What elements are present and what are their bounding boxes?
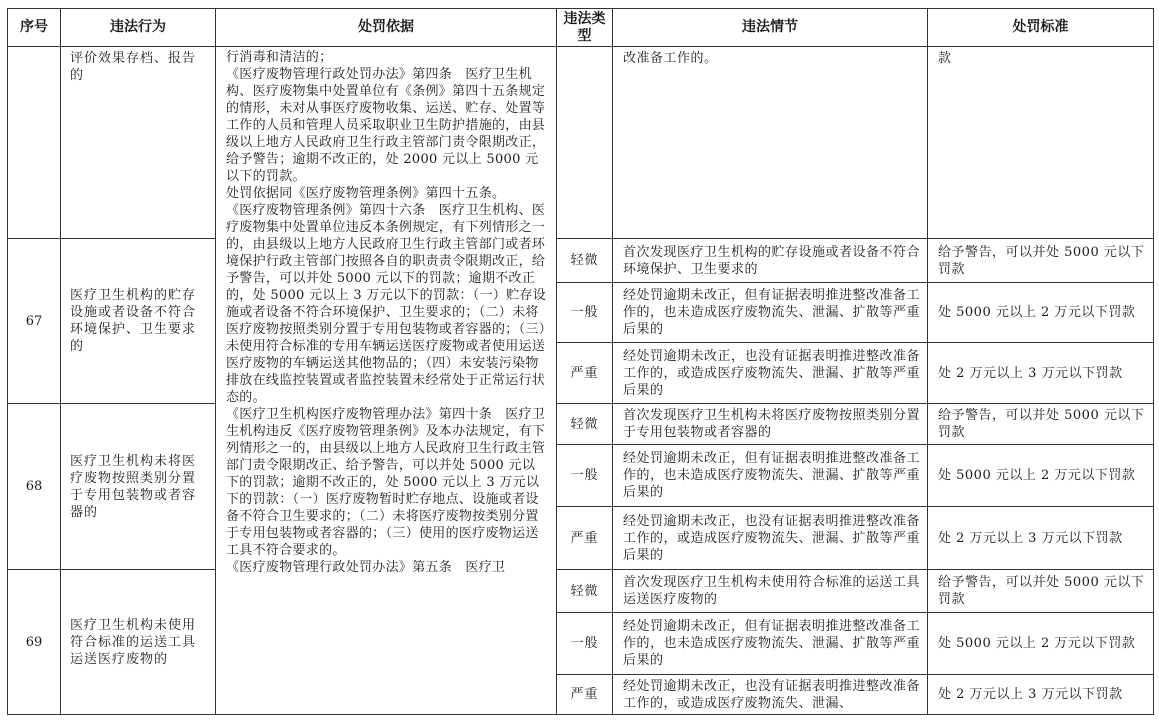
- basis-paragraph: 处罚依据同《医疗废物管理条例》第四十五条。: [226, 186, 506, 201]
- basis-text: [226, 49, 548, 710]
- header-seq: 序号: [8, 9, 61, 47]
- basis-paragraph: 《医疗卫生机构医疗废物管理办法》第四十条 医疗卫生机构违反《医疗废物管理条例》及本办法规定，有下列情形之一的，由县级以上地方人民政府卫生行政主管部门责令限期改正、给予警告，可以并处 5000 元以下的罚款；逾期不改正的，处 5000 元以上 3 万元以下的罚款：（一）医疗废物暂时贮存地点、设施或者设备不符合卫生要求的；（二）未将医疗废物按类别分置于专用包装物或者容器的；（三）使用的医疗废物运送工具不符合要求的。: [226, 407, 546, 558]
- row-seq: 68: [8, 404, 61, 570]
- level-type: 轻微: [557, 239, 613, 283]
- level-circ: 经处罚逾期未改正，但有证据表明推进整改准备工作的，也未造成医疗废物流失、泄漏、扩散等严重后果的: [613, 445, 928, 507]
- level-std: 给予警告，可以并处 5000 元以下罚款: [928, 404, 1154, 445]
- level-std: 给予警告，可以并处 5000 元以下罚款: [928, 570, 1154, 613]
- level-type: 严重: [557, 343, 613, 404]
- table-row: [8, 570, 1154, 613]
- level-std: 处 5000 元以上 2 万元以下罚款: [928, 613, 1154, 675]
- basis-cell: [216, 47, 557, 715]
- penalty-table: [7, 8, 1154, 715]
- continuation-row: [8, 47, 1154, 239]
- row-act: 医疗卫生机构未将医疗废物按照类别分置于专用包装物或者容器的: [61, 404, 216, 570]
- basis-paragraph: 《医疗废物管理条例》第四十六条 医疗卫生机构、医疗废物集中处置单位违反本条例规定，有下列情形之一的，由县级以上地方人民政府卫生行政主管部门或者环境保护行政主管部门按照各自的职责责令限期改正，给予警告，可以并处 5000 元以下的罚款；逾期不改正的，处 5000 元以上 3 万元以下的罚款：（一）贮存设施或者设备不符合环境保护、卫生要求的；（二）未将医疗废物按照类别分置于专用包装物或者容器的；（三）未使用符合标准的专用车辆运送医疗废物或者使用运送医疗废物的车辆运送其他物品的；（四）未安装污染物排放在线监控装置或者监控装置未经常处于正常运行状态的。: [226, 203, 547, 405]
- row-act: 医疗卫生机构未使用符合标准的运送工具运送医疗废物的: [61, 570, 216, 715]
- level-type: 一般: [557, 613, 613, 675]
- basis-paragraph: 《医疗废物管理行政处罚办法》第五条 医疗卫: [226, 560, 506, 575]
- cont-type: [557, 47, 613, 239]
- header-type: 违法类型: [557, 9, 613, 47]
- level-type: 一般: [557, 445, 613, 507]
- header-std: 处罚标准: [928, 9, 1154, 47]
- level-circ: 经处罚逾期未改正，也没有证据表明推进整改准备工作的，或造成医疗废物流失、泄漏、: [613, 675, 928, 715]
- table-row: [8, 239, 1154, 283]
- header-row: [8, 9, 1154, 47]
- row-act: 医疗卫生机构的贮存设施或者设备不符合环境保护、卫生要求的: [61, 239, 216, 404]
- level-circ: 经处罚逾期未改正，也没有证据表明推进整改准备工作的，或造成医疗废物流失、泄漏、扩散等严重后果的: [613, 343, 928, 404]
- level-type: 严重: [557, 675, 613, 715]
- table-row: [8, 404, 1154, 445]
- level-circ: 经处罚逾期未改正，也没有证据表明推进整改准备工作的，或造成医疗废物流失、泄漏、扩散等严重后果的: [613, 507, 928, 570]
- header-act: 违法行为: [61, 9, 216, 47]
- cont-std: 款: [928, 47, 1154, 239]
- level-std: 处 2 万元以上 3 万元以下罚款: [928, 343, 1154, 404]
- row-seq: 67: [8, 239, 61, 404]
- level-type: 一般: [557, 283, 613, 343]
- level-type: 轻微: [557, 570, 613, 613]
- basis-paragraph: 《医疗废物管理行政处罚办法》第四条 医疗卫生机构、医疗废物集中处置单位有《条例》第四十五条规定的情形，未对从事医疗废物收集、运送、贮存、处置等工作的人员和管理人员采取职业卫生防护措施的，由县级以上地方人民政府卫生行政主管部门责令限期改正，给予警告；逾期不改正的，处 2000 元以上 5000 元以下的罚款。: [226, 67, 546, 184]
- level-circ: 首次发现医疗卫生机构未使用符合标准的运送工具运送医疗废物的: [613, 570, 928, 613]
- level-std: 处 2 万元以上 3 万元以下罚款: [928, 507, 1154, 570]
- header-circ: 违法情节: [613, 9, 928, 47]
- cont-act: 评价效果存档、报告的: [61, 47, 216, 239]
- level-std: 处 5000 元以上 2 万元以下罚款: [928, 283, 1154, 343]
- level-std: 处 5000 元以上 2 万元以下罚款: [928, 445, 1154, 507]
- level-circ: 经处罚逾期未改正，但有证据表明推进整改准备工作的，也未造成医疗废物流失、泄漏、扩散等严重后果的: [613, 613, 928, 675]
- level-circ: 首次发现医疗卫生机构的贮存设施或者设备不符合环境保护、卫生要求的: [613, 239, 928, 283]
- level-circ: 首次发现医疗卫生机构未将医疗废物按照类别分置于专用包装物或者容器的: [613, 404, 928, 445]
- basis-paragraph: 行消毒和清洁的；: [226, 50, 333, 65]
- level-std: 处 2 万元以上 3 万元以下罚款: [928, 675, 1154, 715]
- level-type: 轻微: [557, 404, 613, 445]
- row-seq: 69: [8, 570, 61, 715]
- level-std: 给予警告，可以并处 5000 元以下罚款: [928, 239, 1154, 283]
- cont-seq: [8, 47, 61, 239]
- cont-circ: 改准备工作的。: [613, 47, 928, 239]
- level-circ: 经处罚逾期未改正，但有证据表明推进整改准备工作的，也未造成医疗废物流失、泄漏、扩散等严重后果的: [613, 283, 928, 343]
- level-type: 严重: [557, 507, 613, 570]
- header-basis: 处罚依据: [216, 9, 557, 47]
